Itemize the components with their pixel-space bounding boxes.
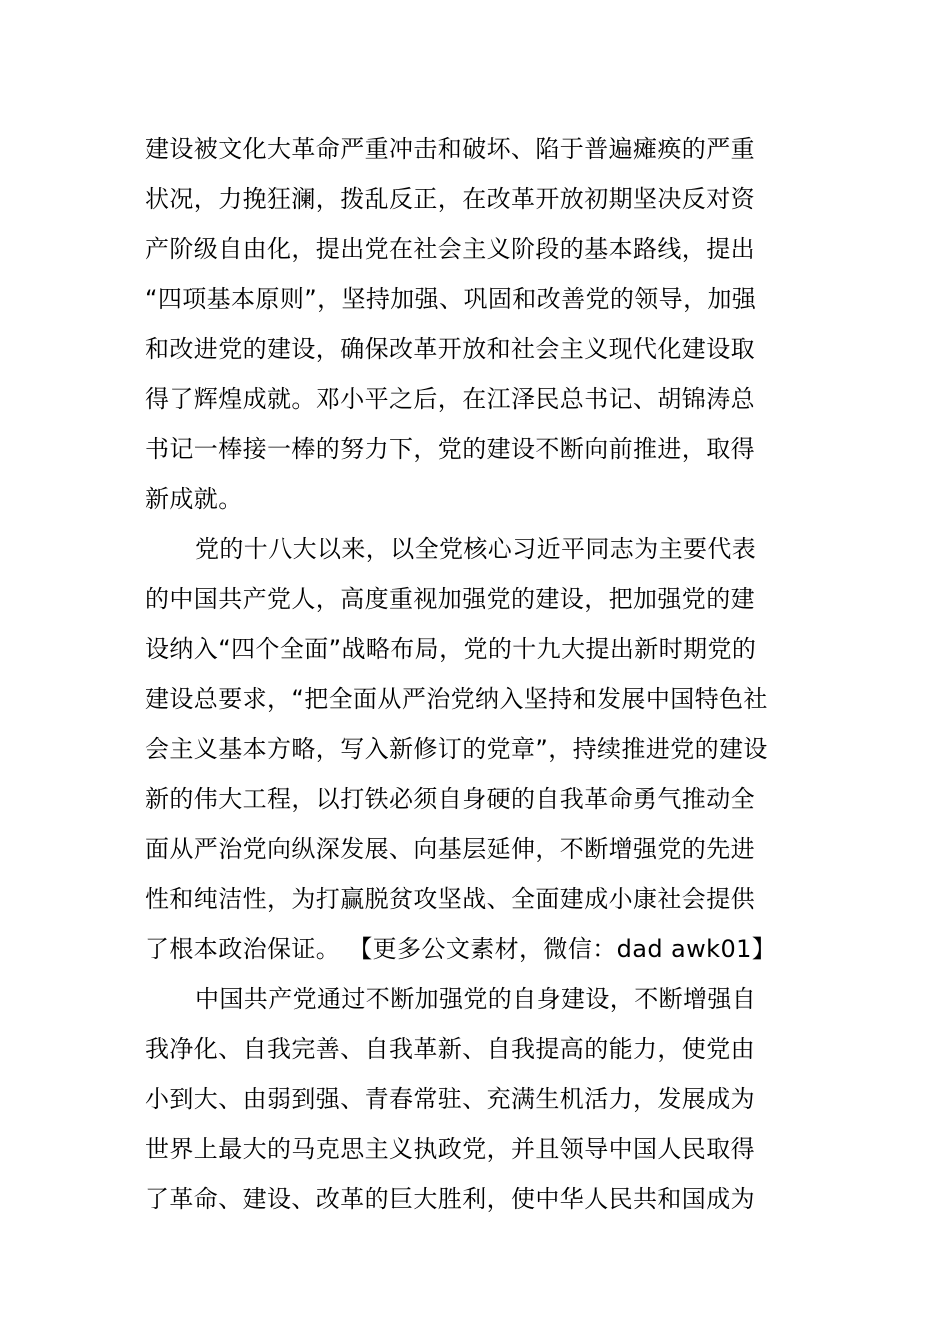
paragraph-line: 会主义基本方略，写入新修订的党章”，持续推进党的建设 xyxy=(145,735,768,763)
paragraph-line: 建设被文化大革命严重冲击和破坏、陷于普遍瘫痪的严重 xyxy=(145,135,755,163)
paragraph-line: 得了辉煌成就。邓小平之后，在江泽民总书记、胡锦涛总 xyxy=(145,385,755,413)
paragraph-line: 中国共产党通过不断加强党的自身建设，不断增强自 xyxy=(195,985,757,1013)
paragraph-line: 设纳入“四个全面”战略布局，党的十九大提出新时期党的 xyxy=(145,635,757,663)
paragraph-line: 书记一棒接一棒的努力下，党的建设不断向前推进，取得 xyxy=(145,435,755,463)
paragraph-line: 产阶级自由化，提出党在社会主义阶段的基本路线，提出 xyxy=(145,235,755,263)
paragraph-line: 和改进党的建设，确保改革开放和社会主义现代化建设取 xyxy=(145,335,755,363)
paragraph-line: 的中国共产党人，高度重视加强党的建设，把加强党的建 xyxy=(145,585,755,613)
paragraph-line: 性和纯洁性，为打赢脱贫攻坚战、全面建成小康社会提供 xyxy=(145,885,755,913)
paragraph-line: 新成就。 xyxy=(145,485,243,513)
paragraph-line: 状况，力挽狂澜，拨乱反正，在改革开放初期坚决反对资 xyxy=(145,185,755,213)
paragraph-line: 面从严治党向纵深发展、向基层延伸，不断增强党的先进 xyxy=(145,835,755,863)
paragraph-line: 了革命、建设、改革的巨大胜利，使中华人民共和国成为 xyxy=(145,1185,755,1213)
paragraph-line: 小到大、由弱到强、青春常驻、充满生机活力，发展成为 xyxy=(145,1085,755,1113)
paragraph-line: 了根本政治保证。 【更多公文素材，微信：dad awk01】 xyxy=(145,935,777,963)
paragraph-line: 党的十八大以来，以全党核心习近平同志为主要代表 xyxy=(195,535,757,563)
paragraph-line: 世界上最大的马克思主义执政党，并且领导中国人民取得 xyxy=(145,1135,755,1163)
paragraph-line: 我净化、自我完善、自我革新、自我提高的能力，使党由 xyxy=(145,1035,755,1063)
document-body xyxy=(145,124,810,1224)
paragraph-line: 新的伟大工程，以打铁必须自身硬的自我革命勇气推动全 xyxy=(145,785,755,813)
paragraph-line: “四项基本原则”，坚持加强、巩固和改善党的领导，加强 xyxy=(145,285,757,313)
paragraph-line: 建设总要求，“把全面从严治党纳入坚持和发展中国特色社 xyxy=(145,685,768,713)
